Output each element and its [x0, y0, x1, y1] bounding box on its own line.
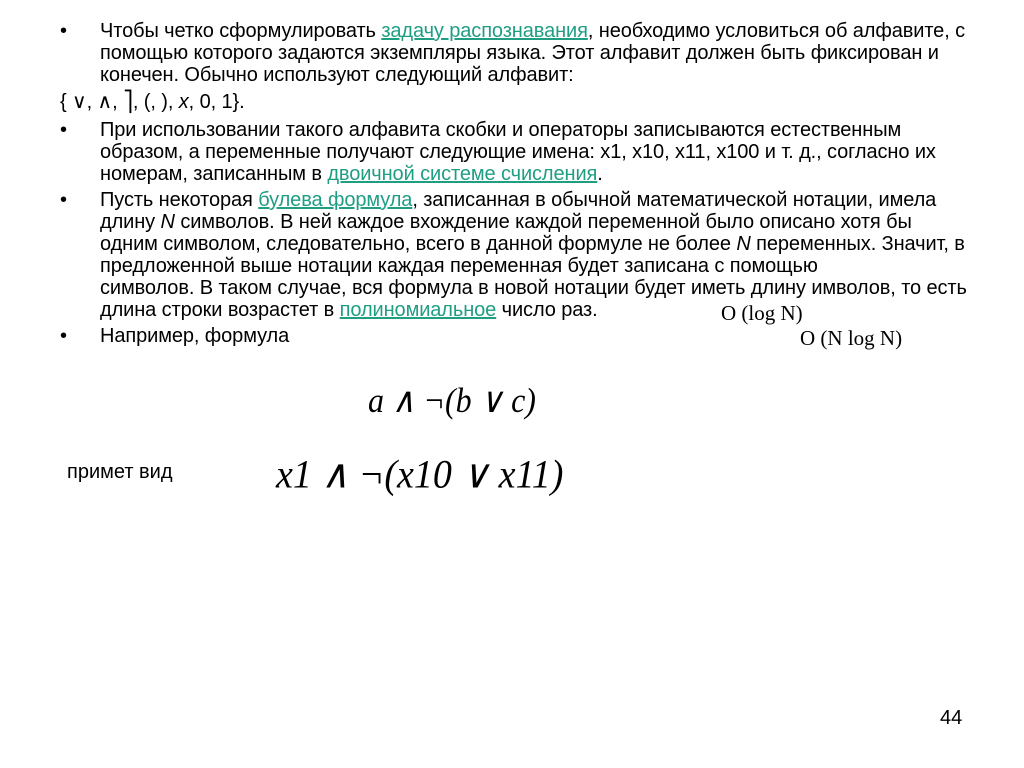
- text-span: символов. В ней каждое вхождение каждой переменной было описано хотя бы одним символом, следовательно, всего в данной формуле не более: [100, 211, 912, 255]
- and-symbol: ∧: [97, 91, 113, 113]
- alphabet-sep: ,: [112, 91, 123, 113]
- text-span: имволов, то есть длина строки возрастет в: [100, 277, 967, 321]
- text-span: символов. В таком случае, вся формула в новой нотации будет иметь длину: [100, 277, 812, 299]
- math-o-n-log-n: O (N log N): [800, 326, 903, 350]
- variable-n: N: [736, 233, 751, 255]
- slide-body: [60, 20, 970, 351]
- alphabet-sep: ,: [86, 91, 98, 113]
- alphabet-open: {: [60, 91, 73, 113]
- link-polynomial[interactable]: полиномиальное: [339, 299, 497, 321]
- text-span: число раз.: [496, 299, 598, 321]
- bullet-list: [60, 20, 970, 86]
- formula-converted: x1 ∧ ¬(x10 ∨ x11): [276, 452, 564, 498]
- bullet-item-variables: [60, 119, 970, 185]
- alphabet-line: [60, 90, 970, 113]
- bullet-marker: •: [60, 20, 67, 42]
- link-recognition-task[interactable]: задачу распознавания: [381, 20, 588, 42]
- bullet-marker: •: [60, 119, 67, 141]
- bullet-item-alphabet: [60, 20, 970, 86]
- bullet-marker: •: [60, 189, 67, 211]
- variable-x: x: [178, 91, 189, 113]
- text-span: При использовании такого алфавита скобки и операторы записываются естественным образом, а переменные получают следующие имена: x1, x10, x11, x100 и т. д., согласно их номерам, записанным в: [100, 119, 936, 185]
- formula-original: a ∧ ¬(b ∨ c): [368, 380, 536, 420]
- or-symbol: ∨: [72, 91, 87, 113]
- link-binary-system[interactable]: двоичной системе счисления: [327, 163, 598, 185]
- prim-label: примет вид: [67, 461, 173, 483]
- variable-n: N: [160, 211, 175, 233]
- text-span: , необходимо условиться об алфавите, с помощью которого задаются экземпляры языка. Этот алфавит должен быть фиксирован и конечен. Обычно используют следующий алфавит:: [100, 20, 966, 86]
- math-o-log-n: O (log N): [721, 301, 803, 325]
- bullet-item-formula-length: [60, 189, 970, 321]
- text-span: Чтобы четко сформулировать: [100, 20, 382, 42]
- alphabet-rest: , 0, 1}.: [188, 91, 245, 113]
- bullet-marker: •: [60, 325, 67, 347]
- text-span: , записанная в обычной математической нотации, имела длину: [100, 189, 937, 233]
- negation-symbol: ⎤: [122, 89, 133, 113]
- page-number: 44: [940, 707, 963, 729]
- text-span: Например, формула: [100, 325, 290, 347]
- link-boolean-formula[interactable]: булева формула: [258, 189, 413, 211]
- text-span: Пусть некоторая: [100, 189, 259, 211]
- text-span: .: [597, 163, 603, 185]
- text-span: переменных. Значит, в предложенной выше нотации каждая переменная будет записана с помощью: [100, 233, 965, 277]
- alphabet-rest: , (, ),: [132, 91, 179, 113]
- bullet-list: [60, 119, 970, 347]
